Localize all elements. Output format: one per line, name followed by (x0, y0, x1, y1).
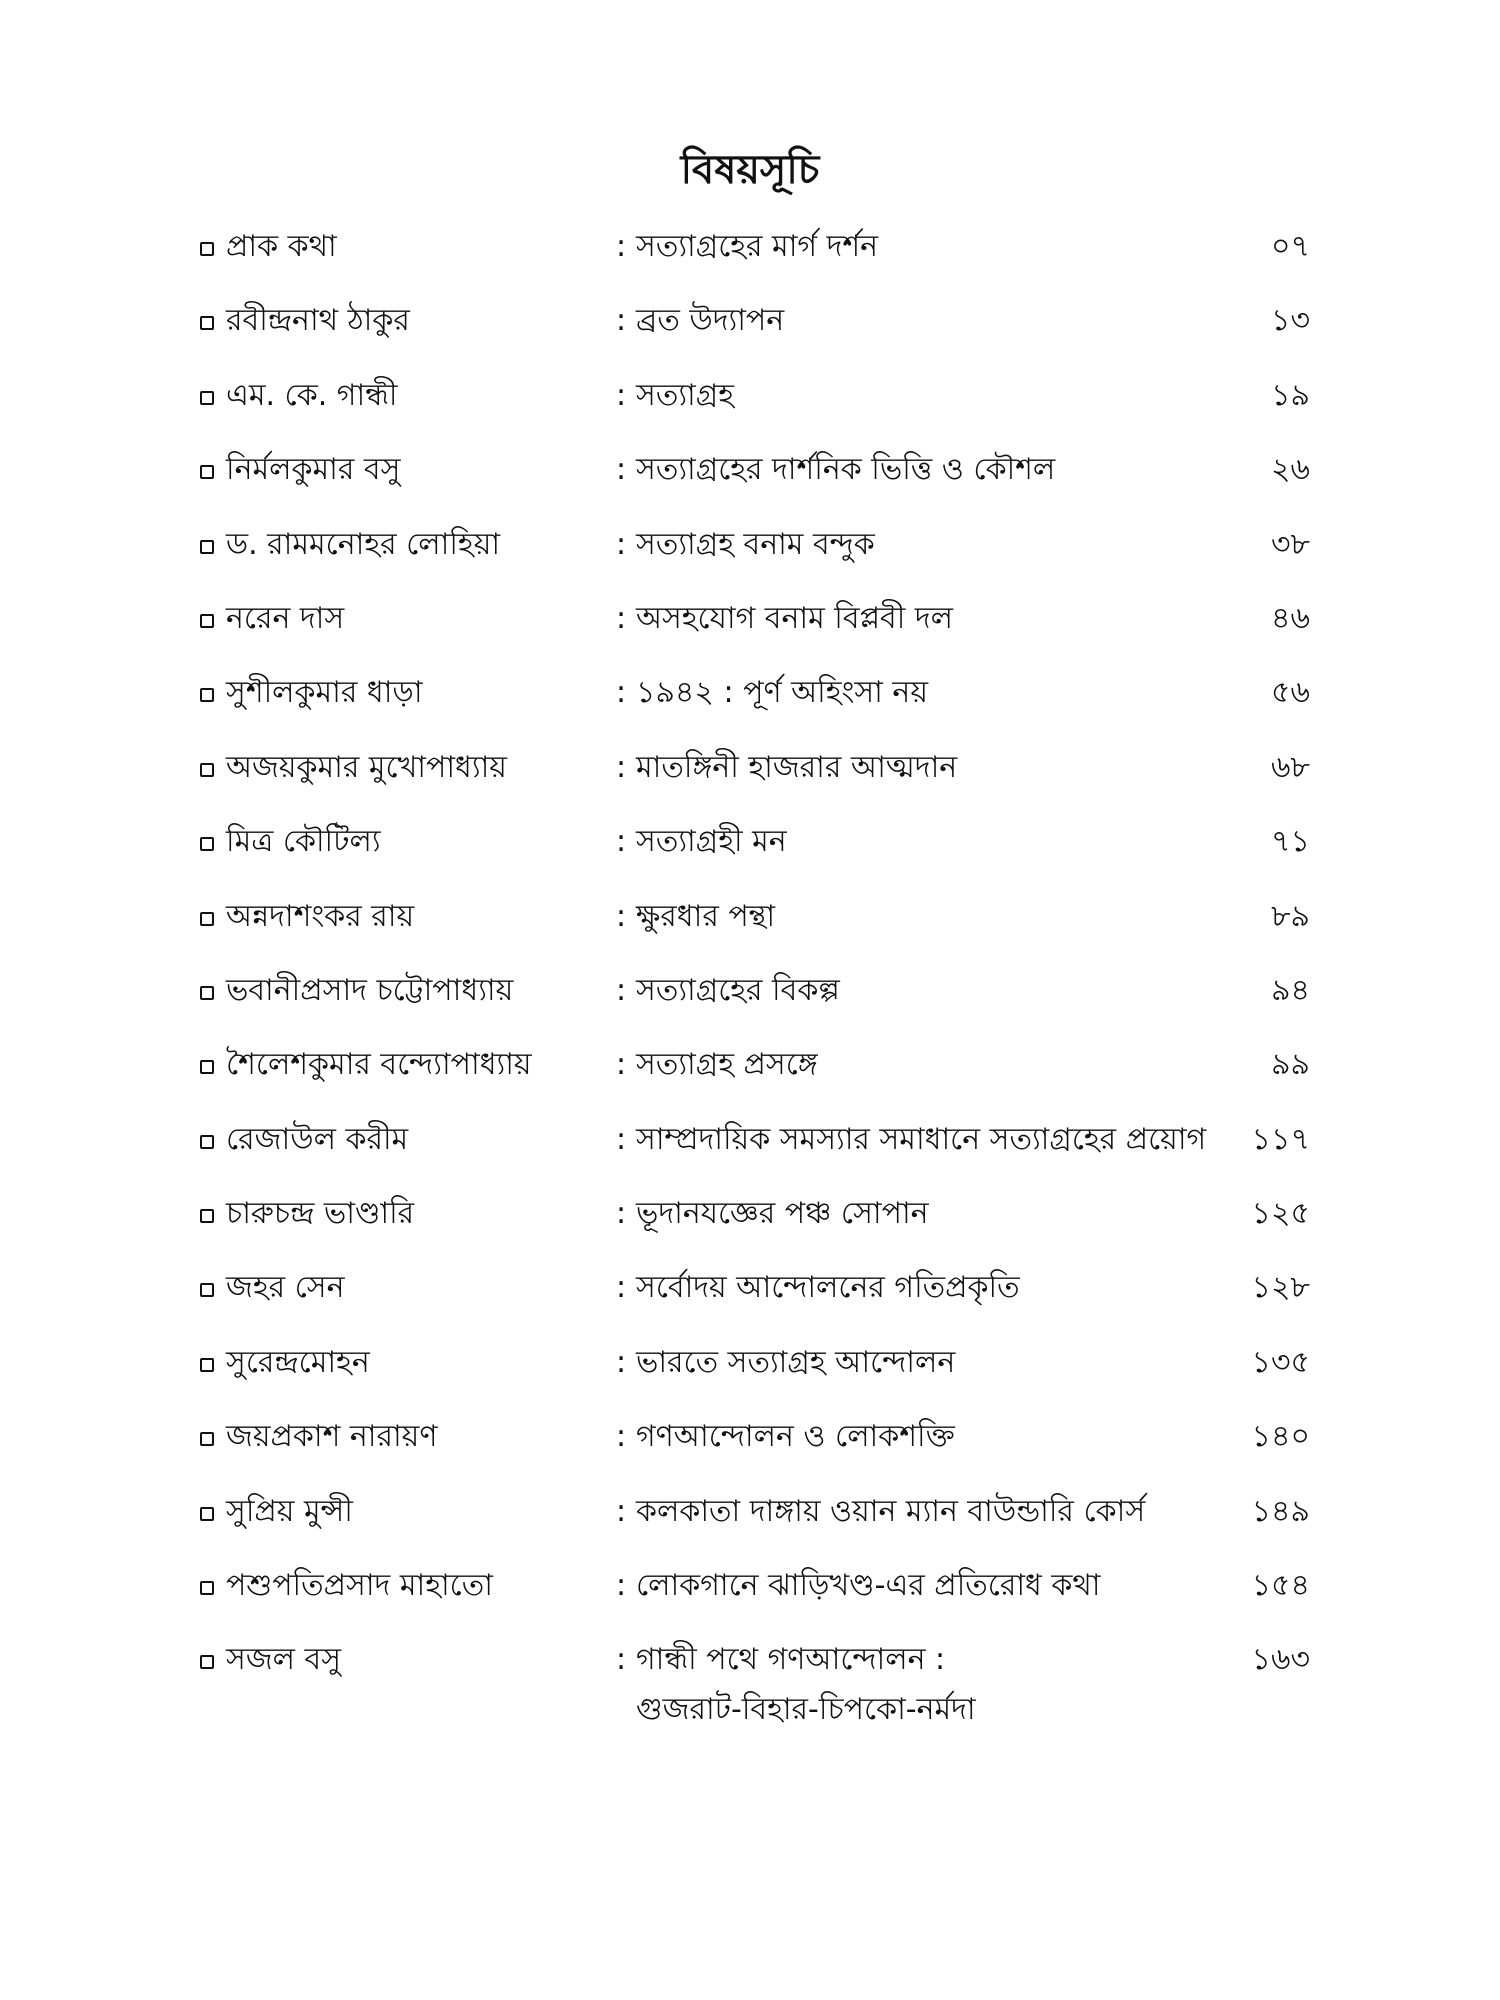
entry-title-text: ক্ষুরধার পন্থা (636, 898, 776, 934)
toc-entry (200, 296, 1310, 370)
entry-title-text: ব্রত উদ্যাপন (636, 303, 785, 339)
checkbox-bullet-icon (200, 1655, 214, 1669)
toc-entry (200, 817, 1310, 891)
entry-title (636, 1561, 1220, 1611)
checkbox-bullet-icon (200, 465, 214, 479)
entry-title (636, 594, 1220, 644)
entry-author: প্রাক কথা (226, 229, 337, 264)
entry-author: অন্নদাশংকর রায় (226, 898, 415, 934)
entry-title (636, 892, 1220, 942)
entry-separator: : (615, 749, 627, 785)
entry-title (636, 520, 1220, 570)
toc-entry (200, 1635, 1310, 1728)
entry-author: মিত্র কৌটিল্য (226, 824, 381, 860)
entry-title-text: সত্যাগ্রহী মন (636, 824, 787, 860)
toc-entry (200, 668, 1310, 742)
checkbox-bullet-icon (200, 242, 214, 256)
entry-title-text: অসহযোগ বনাম বিপ্লবী দল (636, 600, 953, 636)
checkbox-bullet-icon (200, 316, 214, 330)
entry-author: অজয়কুমার মুখোপাধ্যায় (226, 749, 507, 785)
entry-author: জহর সেন (226, 1270, 345, 1306)
toc-entry (200, 371, 1310, 445)
toc-entry (200, 1263, 1310, 1337)
checkbox-bullet-icon (200, 391, 214, 405)
entry-separator: : (615, 377, 627, 413)
entry-page-number: ৯৪ (1271, 972, 1310, 1008)
toc-entry (200, 594, 1310, 668)
toc-entry (200, 1487, 1310, 1561)
entry-page-number: ০৭ (1270, 229, 1310, 264)
entry-title (636, 222, 1220, 272)
entry-page-number: ১১৭ (1251, 1121, 1310, 1157)
entry-separator: : (615, 1568, 627, 1604)
entry-author: সুশীলকুমার ধাড়া (226, 675, 423, 711)
entry-page-number: ১৩৫ (1251, 1344, 1310, 1380)
entry-author: সুরেন্দ্রমোহন (226, 1344, 370, 1380)
entry-title (636, 1635, 1220, 1735)
entry-author: চারুচন্দ্র ভাণ্ডারি (226, 1196, 415, 1232)
entry-separator: : (615, 898, 627, 934)
checkbox-bullet-icon (200, 837, 214, 851)
entry-page-number: ৯৯ (1271, 1047, 1310, 1083)
toc-entry (200, 1338, 1310, 1412)
entry-title (636, 296, 1220, 346)
toc-entry (200, 892, 1310, 966)
entry-title-text: গান্ধী পথে গণআন্দোলন : (636, 1642, 946, 1678)
table-of-contents (200, 222, 1310, 1728)
entry-page-number: ১৪৯ (1251, 1493, 1310, 1529)
entry-page-number: ৫৬ (1271, 675, 1310, 711)
entry-page-number: ৩৮ (1271, 526, 1310, 562)
entry-page-number: ১৫৪ (1251, 1568, 1310, 1604)
checkbox-bullet-icon (200, 1283, 214, 1297)
entry-title-text: সত্যাগ্রহের দার্শনিক ভিত্তি ও কৌশল (636, 452, 1056, 488)
entry-title (636, 668, 1220, 718)
entry-page-number: ১৬৩ (1251, 1642, 1310, 1678)
checkbox-bullet-icon (200, 912, 214, 926)
entry-title (636, 1263, 1220, 1313)
entry-author: নির্মলকুমার বসু (226, 452, 401, 488)
entry-author: রেজাউল করীম (226, 1121, 409, 1157)
entry-author: সজল বসু (226, 1642, 342, 1678)
checkbox-bullet-icon (200, 540, 214, 554)
entry-author: জয়প্রকাশ নারায়ণ (226, 1419, 438, 1455)
entry-separator: : (615, 526, 627, 562)
page-title: বিষয়সূচি (680, 147, 820, 193)
checkbox-bullet-icon (200, 763, 214, 777)
checkbox-bullet-icon (200, 1358, 214, 1372)
checkbox-bullet-icon (200, 1581, 214, 1595)
toc-entry (200, 520, 1310, 594)
entry-title-text: ভারতে সত্যাগ্রহ আন্দোলন (636, 1344, 956, 1380)
entry-page-number: ২৬ (1270, 452, 1310, 488)
entry-page-number: ১৪০ (1251, 1419, 1310, 1455)
entry-title-text: সত্যাগ্রহ (636, 377, 734, 413)
entry-separator: : (615, 1047, 627, 1083)
entry-page-number: ১২৮ (1251, 1270, 1310, 1306)
toc-entry (200, 966, 1310, 1040)
toc-entry (200, 743, 1310, 817)
entry-author: ড. রামমনোহর লোহিয়া (226, 526, 501, 562)
entry-title-continuation: গুজরাট-বিহার-চিপকো-নর্মদা (636, 1692, 976, 1728)
entry-separator: : (615, 229, 627, 264)
toc-entry (200, 1189, 1310, 1263)
entry-separator: : (615, 675, 627, 711)
entry-title (636, 445, 1220, 495)
entry-page-number: ১৯ (1271, 377, 1310, 413)
entry-title-text: সাম্প্রদায়িক সমস্যার সমাধানে সত্যাগ্রহের প্রয়োগ (636, 1121, 1207, 1157)
entry-author: এম. কে. গান্ধী (226, 377, 398, 413)
entry-author: রবীন্দ্রনাথ ঠাকুর (226, 303, 410, 339)
entry-title (636, 966, 1220, 1016)
entry-title-text: মাতঙ্গিনী হাজরার আত্মদান (636, 749, 958, 785)
toc-entry (200, 1412, 1310, 1486)
checkbox-bullet-icon (200, 986, 214, 1000)
entry-separator: : (615, 972, 627, 1008)
entry-title-text: সর্বোদয় আন্দোলনের গতিপ্রকৃতি (636, 1270, 1020, 1306)
toc-entry (200, 1040, 1310, 1114)
entry-page-number: ১২৫ (1251, 1196, 1310, 1232)
entry-title (636, 817, 1220, 867)
entry-title-text: সত্যাগ্রহের বিকল্প (636, 972, 840, 1008)
checkbox-bullet-icon (200, 614, 214, 628)
checkbox-bullet-icon (200, 1135, 214, 1149)
entry-title (636, 1189, 1220, 1239)
entry-page-number: ৬৮ (1271, 749, 1310, 785)
entry-title-text: কলকাতা দাঙ্গায় ওয়ান ম্যান বাউন্ডারি কোর্স (636, 1493, 1146, 1529)
checkbox-bullet-icon (200, 1060, 214, 1074)
entry-title-text: লোকগানে ঝাড়িখণ্ড-এর প্রতিরোধ কথা (636, 1568, 1101, 1604)
entry-title (636, 1040, 1220, 1090)
entry-author: সুপ্রিয় মুন্সী (226, 1493, 353, 1529)
entry-separator: : (615, 600, 627, 636)
toc-entry (200, 445, 1310, 519)
toc-entry (200, 1115, 1310, 1189)
entry-title-text: সত্যাগ্রহ বনাম বন্দুক (636, 526, 875, 562)
entry-author: পশুপতিপ্রসাদ মাহাতো (226, 1568, 493, 1604)
entry-title-text: ১৯৪২ : পূর্ণ অহিংসা নয় (636, 675, 928, 711)
entry-title (636, 371, 1220, 421)
entry-title-text: সত্যাগ্রহ প্রসঙ্গে (636, 1047, 818, 1083)
entry-separator: : (615, 824, 627, 860)
entry-author: নরেন দাস (226, 600, 345, 636)
entry-title (636, 1487, 1220, 1537)
checkbox-bullet-icon (200, 1507, 214, 1521)
entry-title-text: সত্যাগ্রহের মার্গ দর্শন (636, 229, 879, 264)
entry-page-number: ৪৬ (1271, 600, 1310, 636)
toc-entry (200, 1561, 1310, 1635)
entry-page-number: ৮৯ (1271, 898, 1310, 934)
entry-separator: : (615, 452, 627, 488)
entry-separator: : (615, 303, 627, 339)
entry-separator: : (615, 1344, 627, 1380)
checkbox-bullet-icon (200, 1432, 214, 1446)
checkbox-bullet-icon (200, 688, 214, 702)
entry-author: ভবানীপ্রসাদ চট্টোপাধ্যায় (226, 972, 514, 1008)
entry-title (636, 1115, 1220, 1165)
entry-author: শৈলেশকুমার বন্দ্যোপাধ্যায় (226, 1047, 532, 1083)
entry-page-number: ৭১ (1271, 824, 1310, 860)
checkbox-bullet-icon (200, 1209, 214, 1223)
toc-entry (200, 222, 1310, 296)
entry-separator: : (615, 1196, 627, 1232)
entry-separator: : (615, 1270, 627, 1306)
entry-separator: : (615, 1642, 627, 1678)
entry-title (636, 1338, 1220, 1388)
entry-page-number: ১৩ (1271, 303, 1310, 339)
entry-title (636, 743, 1220, 793)
entry-title-text: ভূদানযজ্ঞের পঞ্চ সোপান (636, 1196, 929, 1232)
entry-separator: : (615, 1493, 627, 1529)
entry-separator: : (615, 1419, 627, 1455)
entry-title (636, 1412, 1220, 1462)
entry-separator: : (615, 1121, 627, 1157)
entry-title-text: গণআন্দোলন ও লোকশক্তি (636, 1419, 955, 1455)
